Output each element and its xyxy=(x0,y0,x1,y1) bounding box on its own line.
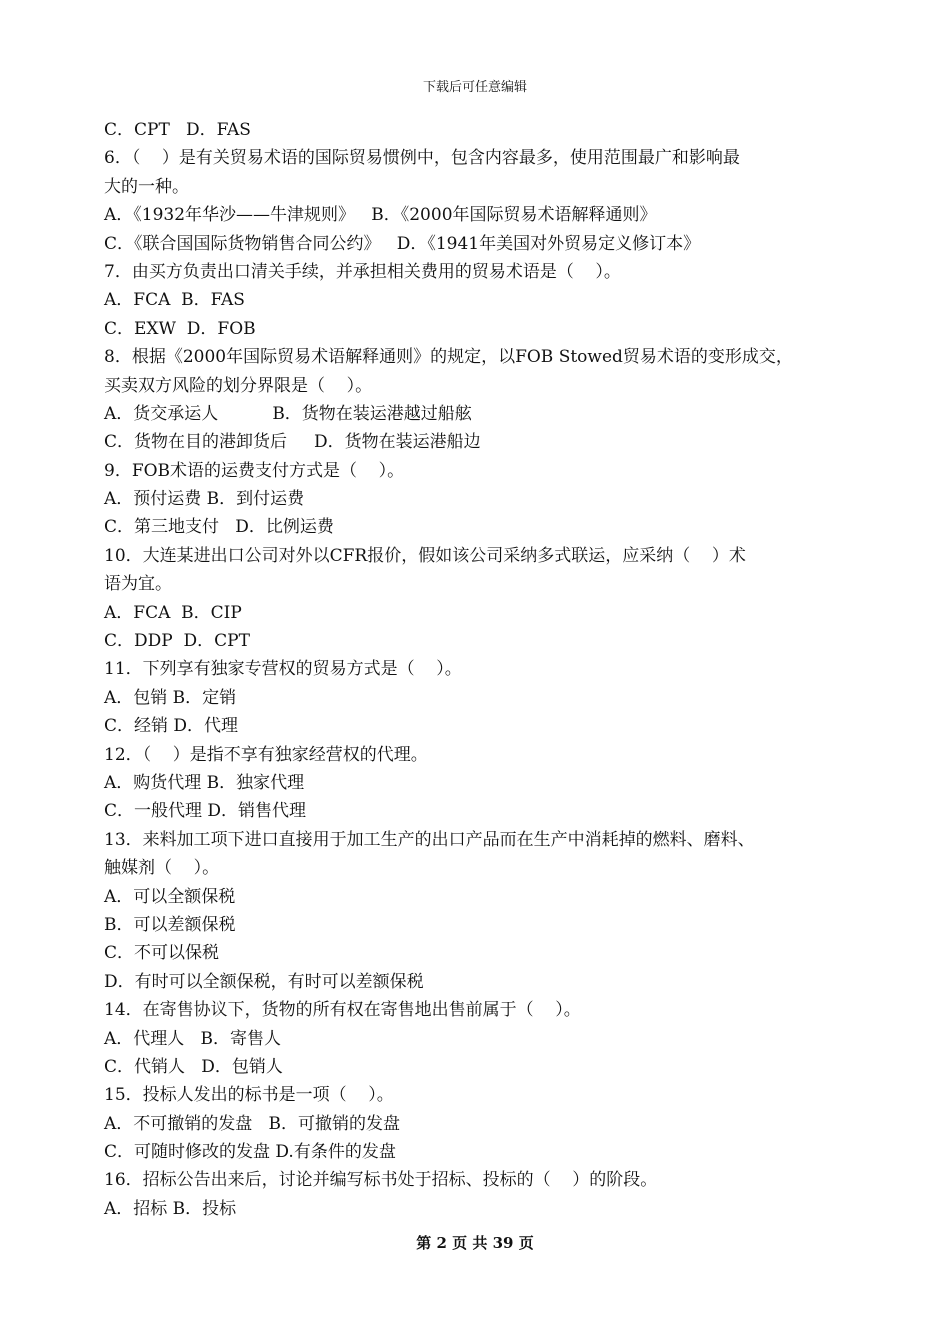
text-line: A．包销 B．定销 xyxy=(104,687,237,708)
text-line: C．EXW D．FOB xyxy=(104,318,256,339)
text-line: C．《联合国国际货物销售合同公约》 D．《1941年美国对外贸易定义修订本》 xyxy=(104,233,701,254)
text-line: 13．来料加工项下进口直接用于加工生产的出口产品而在生产中消耗掉的燃料、磨料、 xyxy=(104,829,755,850)
text-line: A．货交承运人 B．货物在装运港越过船舷 xyxy=(104,403,472,424)
text-line: A．《1932年华沙——牛津规则》 B．《2000年国际贸易术语解释通则》 xyxy=(104,205,657,226)
text-line: A．招标 B．投标 xyxy=(104,1198,237,1219)
text-line: 语为宜。 xyxy=(104,574,172,595)
text-line: A．代理人 B．寄售人 xyxy=(104,1028,281,1049)
text-line: 15．投标人发出的标书是一项（ ）。 xyxy=(104,1085,394,1106)
text-line: C．第三地支付 D．比例运费 xyxy=(104,517,334,538)
text-line: 大的一种。 xyxy=(104,176,189,197)
text-line: A．FCA B．CIP xyxy=(104,602,242,623)
text-line: 触媒剂（ ）。 xyxy=(104,858,220,879)
text-line: A．不可撤销的发盘 B．可撤销的发盘 xyxy=(104,1113,400,1134)
text-line: C．代销人 D．包销人 xyxy=(104,1056,283,1077)
text-line: 6．（ ）是有关贸易术语的国际贸易惯例中，包含内容最多，使用范围最广和影响最 xyxy=(104,148,740,169)
text-line: 10．大连某进出口公司对外以CFR报价，假如该公司采纳多式联运，应采纳（ ）术 xyxy=(104,545,746,566)
document-body xyxy=(104,116,864,1223)
text-line: 7．由买方负责出口清关手续，并承担相关费用的贸易术语是（ ）。 xyxy=(104,261,621,282)
text-line: 9．FOB术语的运费支付方式是（ ）。 xyxy=(104,460,405,481)
text-line: C．不可以保税 xyxy=(104,943,220,964)
text-line: A．预付运费 B．到付运费 xyxy=(104,489,305,510)
text-line: 8．根据《2000年国际贸易术语解释通则》的规定，以FOB Stowed贸易术语的变形成交， xyxy=(104,347,793,368)
text-line: A．FCA B．FAS xyxy=(104,290,245,311)
text-line: C．CPT D．FAS xyxy=(104,120,251,140)
text-line: 14．在寄售协议下，货物的所有权在寄售地出售前属于（ ）。 xyxy=(104,1000,581,1021)
text-line: C．经销 D．代理 xyxy=(104,716,239,737)
page-header: 下载后可任意编辑 xyxy=(422,80,527,95)
text-line: B．可以差额保税 xyxy=(104,914,236,935)
text-line: 12．（ ）是指不享有独家经营权的代理。 xyxy=(104,744,428,765)
text-line: 11．下列享有独家专营权的贸易方式是（ ）。 xyxy=(104,659,462,680)
text-line: C．DDP D．CPT xyxy=(104,631,250,652)
text-line: A．可以全额保税 xyxy=(104,886,236,907)
text-line: C．货物在目的港卸货后 D．货物在装运港船边 xyxy=(104,432,481,453)
text-line: 16．招标公告出来后，讨论并编写标书处于招标、投标的（ ）的阶段。 xyxy=(104,1170,658,1191)
text-line: C．一般代理 D．销售代理 xyxy=(104,801,307,822)
text-line: D．有时可以全额保税，有时可以差额保税 xyxy=(104,971,424,992)
page-footer: 第 2 页 共 39 页 xyxy=(416,1234,534,1252)
text-line: A．购货代理 B．独家代理 xyxy=(104,772,305,793)
text-line: C．可随时修改的发盘 D.有条件的发盘 xyxy=(104,1142,396,1163)
text-line: 买卖双方风险的划分界限是（ ）。 xyxy=(104,375,373,396)
